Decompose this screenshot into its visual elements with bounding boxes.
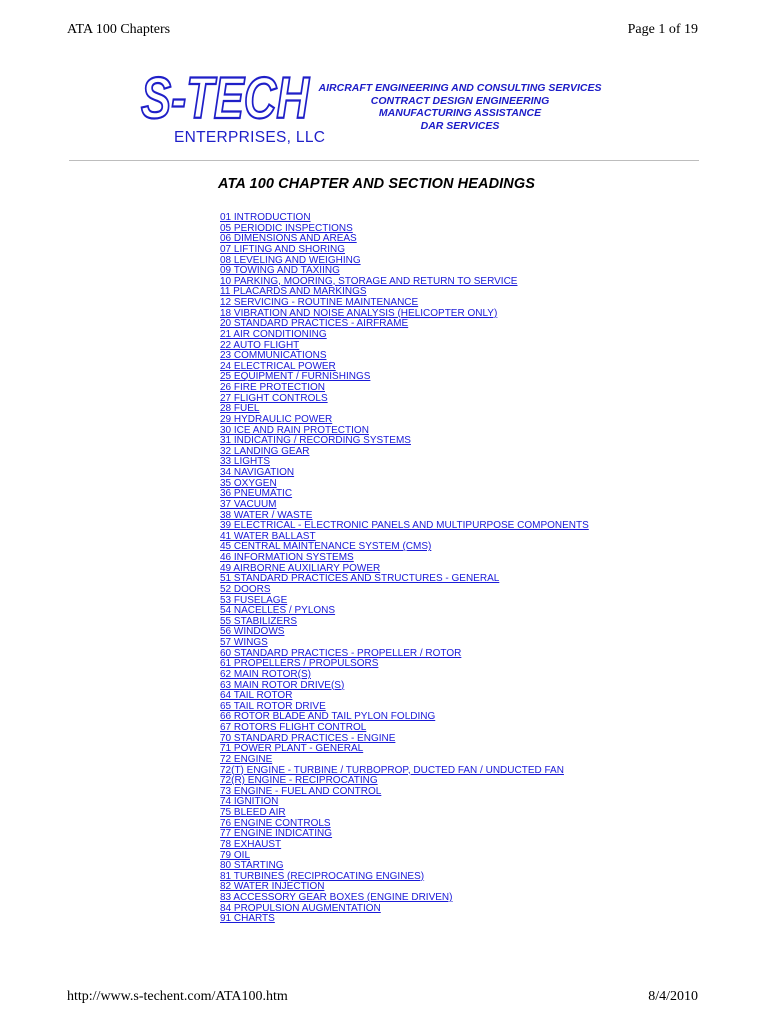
chapter-link[interactable]: 30 ICE AND RAIN PROTECTION: [220, 424, 369, 436]
chapter-link[interactable]: 46 INFORMATION SYSTEMS: [220, 552, 354, 563]
logo-tagline: ENTERPRISES, LLC: [174, 129, 326, 146]
chapter-link[interactable]: 91 CHARTS: [220, 913, 275, 925]
chapter-link[interactable]: 21 AIR CONDITIONING: [220, 328, 327, 340]
chapter-link[interactable]: 72 ENGINE: [220, 753, 273, 765]
chapter-item: [220, 627, 589, 638]
chapter-link[interactable]: 61 PROPELLERS / PROPULSORS: [220, 658, 379, 670]
chapter-link[interactable]: 77 ENGINE INDICATING: [220, 828, 333, 840]
chapter-item: [220, 840, 589, 851]
chapter-link[interactable]: 33 LIGHTS: [220, 456, 271, 468]
chapter-link[interactable]: 07 LIFTING AND SHORING: [220, 243, 346, 255]
chapter-link[interactable]: 09 TOWING AND TAXIING: [220, 265, 340, 277]
chapter-link[interactable]: 45 CENTRAL MAINTENANCE SYSTEM (CMS): [220, 541, 432, 553]
chapter-item: [220, 904, 589, 915]
chapter-link[interactable]: 25 EQUIPMENT / FURNISHINGS: [220, 371, 371, 383]
chapter-item: [220, 574, 589, 585]
chapter-link[interactable]: 08 LEVELING AND WEIGHING: [220, 254, 361, 266]
chapter-link[interactable]: 67 ROTORS FLIGHT CONTROL: [220, 722, 367, 733]
page-footer: [67, 989, 698, 1005]
chapter-link[interactable]: 10 PARKING, MOORING, STORAGE AND RETURN TO SERVICE: [220, 275, 518, 287]
chapter-link[interactable]: 01 INTRODUCTION: [220, 212, 311, 223]
chapter-link[interactable]: 32 LANDING GEAR: [220, 445, 310, 457]
chapter-link[interactable]: 53 FUSELAGE: [220, 594, 288, 606]
chapter-link[interactable]: 82 WATER INJECTION: [220, 881, 325, 893]
chapter-link[interactable]: 24 ELECTRICAL POWER: [220, 360, 336, 372]
chapter-link[interactable]: 57 WINGS: [220, 637, 268, 648]
logo-wordmark: S-TECH: [141, 66, 310, 131]
chapter-link[interactable]: 31 INDICATING / RECORDING SYSTEMS: [220, 435, 411, 447]
service-line: CONTRACT DESIGN ENGINEERING: [370, 94, 550, 107]
chapter-link[interactable]: 75 BLEED AIR: [220, 807, 286, 818]
chapter-link[interactable]: 18 VIBRATION AND NOISE ANALYSIS (HELICOPTER ONLY): [220, 307, 498, 319]
chapter-link[interactable]: 84 PROPULSION AUGMENTATION: [220, 902, 381, 914]
chapter-link[interactable]: 05 PERIODIC INSPECTIONS: [220, 222, 353, 234]
chapter-link[interactable]: 64 TAIL ROTOR: [220, 690, 293, 702]
chapter-link[interactable]: 28 FUEL: [220, 403, 260, 415]
chapter-link[interactable]: 71 POWER PLANT - GENERAL: [220, 743, 364, 755]
document-title: ATA 100 CHAPTER AND SECTION HEADINGS: [218, 176, 535, 192]
chapter-link[interactable]: 72(R) ENGINE - RECIPROCATING: [220, 775, 378, 787]
chapter-link[interactable]: 73 ENGINE - FUEL AND CONTROL: [220, 785, 382, 797]
page-number: Page 1 of 19: [627, 22, 698, 37]
chapter-link[interactable]: 34 NAVIGATION: [220, 467, 295, 478]
chapter-link[interactable]: 22 AUTO FLIGHT: [220, 339, 300, 351]
chapter-link[interactable]: 60 STANDARD PRACTICES - PROPELLER / ROTOR: [220, 647, 462, 659]
chapter-link[interactable]: 83 ACCESSORY GEAR BOXES (ENGINE DRIVEN): [220, 892, 453, 903]
header-divider: [69, 160, 699, 161]
chapter-link[interactable]: 26 FIRE PROTECTION: [220, 382, 326, 393]
chapter-link[interactable]: 52 DOORS: [220, 583, 271, 595]
chapter-item: [220, 394, 589, 405]
page-title-header: ATA 100 Chapters: [67, 22, 171, 37]
chapter-link[interactable]: 12 SERVICING - ROUTINE MAINTENANCE: [220, 297, 419, 308]
chapter-link[interactable]: 65 TAIL ROTOR DRIVE: [220, 700, 326, 712]
chapter-link[interactable]: 27 FLIGHT CONTROLS: [220, 392, 328, 404]
chapter-link[interactable]: 29 HYDRAULIC POWER: [220, 413, 333, 425]
chapter-link[interactable]: 06 DIMENSIONS AND AREAS: [220, 233, 357, 245]
chapter-link[interactable]: 41 WATER BALLAST: [220, 530, 316, 542]
chapter-list: [220, 213, 589, 925]
chapter-link[interactable]: 49 AIRBORNE AUXILIARY POWER: [220, 562, 381, 574]
chapter-link[interactable]: 11 PLACARDS AND MARKINGS: [220, 286, 367, 298]
chapter-link[interactable]: 23 COMMUNICATIONS: [220, 350, 327, 362]
chapter-item: [220, 447, 589, 458]
chapter-link[interactable]: 70 STANDARD PRACTICES - ENGINE: [220, 732, 396, 744]
chapter-link[interactable]: 76 ENGINE CONTROLS: [220, 817, 331, 829]
chapter-link[interactable]: 55 STABILIZERS: [220, 615, 298, 627]
services-list: [300, 82, 620, 132]
chapter-link[interactable]: 51 STANDARD PRACTICES AND STRUCTURES - GENERAL: [220, 573, 500, 585]
chapter-link[interactable]: 54 NACELLES / PYLONS: [220, 605, 336, 617]
chapter-link[interactable]: 63 MAIN ROTOR DRIVE(S): [220, 679, 345, 691]
chapter-link[interactable]: 81 TURBINES (RECIPROCATING ENGINES): [220, 870, 425, 882]
chapter-link[interactable]: 74 IGNITION: [220, 796, 279, 808]
chapter-link[interactable]: 80 STARTING: [220, 860, 284, 872]
s-tech-wordmark: [137, 63, 317, 129]
page-header: [67, 22, 698, 38]
service-line: MANUFACTURING ASSISTANCE: [378, 107, 542, 119]
service-line: AIRCRAFT ENGINEERING AND CONSULTING SERVICES: [318, 82, 602, 94]
chapter-link[interactable]: 35 OXYGEN: [220, 477, 277, 489]
service-line: DAR SERVICES: [420, 119, 500, 132]
company-logo: [137, 63, 326, 149]
chapter-link[interactable]: 66 ROTOR BLADE AND TAIL PYLON FOLDING: [220, 711, 436, 723]
chapter-link[interactable]: 38 WATER / WASTE: [220, 509, 313, 521]
chapter-link[interactable]: 20 STANDARD PRACTICES - AIRFRAME: [220, 318, 409, 330]
chapter-item: [220, 914, 589, 925]
chapter-link[interactable]: 56 WINDOWS: [220, 626, 285, 638]
chapter-link[interactable]: 79 OIL: [220, 849, 251, 861]
chapter-link[interactable]: 37 VACUUM: [220, 498, 277, 510]
chapter-link[interactable]: 39 ELECTRICAL - ELECTRONIC PANELS AND MULTIPURPOSE COMPONENTS: [220, 520, 589, 532]
chapter-item: [220, 744, 589, 755]
chapter-link[interactable]: 62 MAIN ROTOR(S): [220, 668, 311, 680]
chapter-link[interactable]: 72(T) ENGINE - TURBINE / TURBOPROP, DUCTED FAN / UNDUCTED FAN: [220, 764, 564, 776]
footer-date: 8/4/2010: [648, 989, 698, 1004]
footer-url: http://www.s-techent.com/ATA100.htm: [67, 989, 288, 1004]
chapter-link[interactable]: 78 EXHAUST: [220, 838, 282, 850]
chapter-link[interactable]: 36 PNEUMATIC: [220, 488, 293, 500]
